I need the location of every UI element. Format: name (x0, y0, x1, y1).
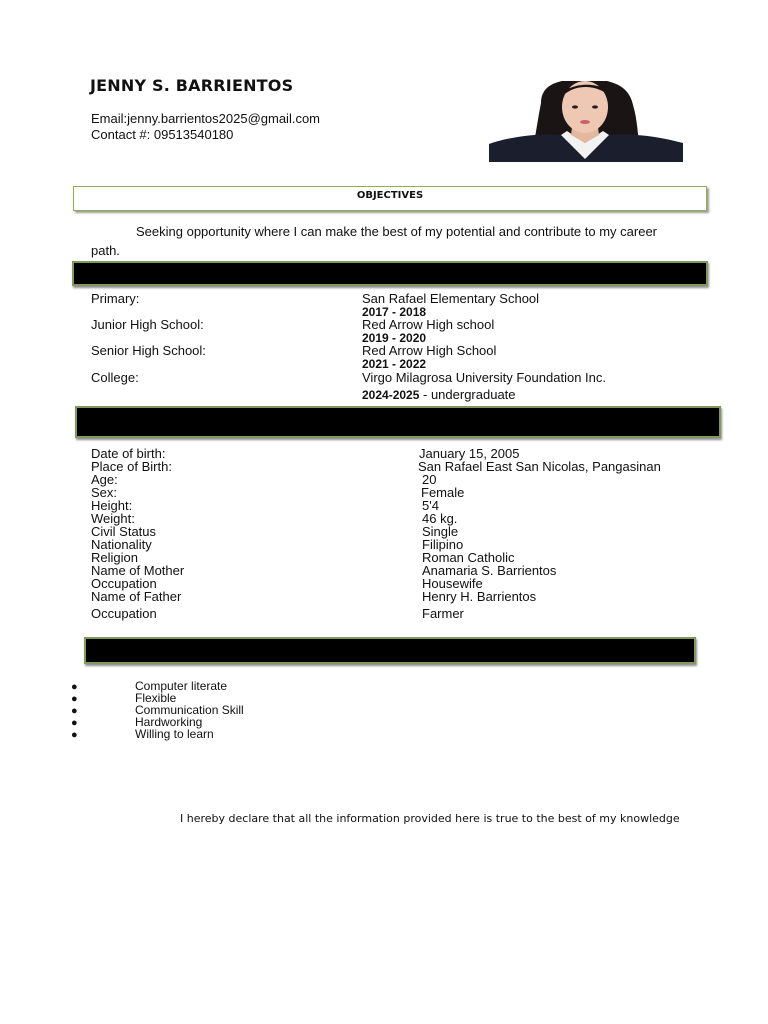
skill-item: Computer literate (135, 679, 228, 693)
contact-number: Contact #: 09513540180 (91, 127, 234, 142)
personal-value: Female (421, 485, 465, 500)
personal-label: Occupation (91, 576, 157, 591)
education-years: 2019 - 2020 (362, 331, 427, 345)
education-years: 2017 - 2018 (362, 305, 427, 319)
personal-label: Weight: (91, 511, 135, 526)
personal-value: Farmer (422, 606, 464, 621)
skill-item: Flexible (135, 691, 177, 705)
declaration-text: I hereby declare that all the information provided here is true to the best of my knowledge (180, 812, 680, 825)
personal-value: San Rafael East San Nicolas, Pangasinan (418, 459, 661, 474)
education-school: Virgo Milagrosa University Foundation Inc. (362, 370, 606, 385)
education-label: Senior High School: (91, 343, 206, 358)
personal-label: Name of Mother (91, 563, 185, 578)
skill-item: Hardworking (135, 715, 203, 729)
education-section-bar (72, 261, 708, 286)
education-label: College: (91, 370, 139, 385)
personal-label: Place of Birth: (91, 459, 172, 474)
personal-value: Single (422, 524, 459, 539)
personal-value: 5'4 (422, 498, 439, 513)
personal-label: Name of Father (91, 589, 182, 604)
objectives-title: OBJECTIVES (356, 190, 424, 201)
personal-label: Date of birth: (91, 446, 166, 461)
personal-value: Filipino (422, 537, 464, 552)
profile-photo (489, 81, 683, 162)
skills-section-bar (84, 637, 696, 664)
email-text: Email:jenny.barrientos2025@gmail.com (91, 111, 321, 126)
portrait-image (489, 81, 683, 162)
education-label: Junior High School: (91, 317, 204, 332)
education-school: San Rafael Elementary School (362, 291, 540, 306)
skill-item: Willing to learn (135, 727, 214, 741)
personal-value: January 15, 2005 (419, 446, 520, 461)
education-years: 2024-2025 (362, 388, 420, 402)
personal-label: Occupation (91, 606, 157, 621)
personal-label: Nationality (91, 537, 152, 552)
education-years: 2021 - 2022 (362, 357, 427, 371)
skill-item: Communication Skill (135, 703, 244, 717)
education-years-line (362, 387, 516, 402)
education-school: Red Arrow High School (362, 343, 497, 358)
personal-value: 46 kg. (422, 511, 458, 526)
personal-label: Religion (91, 550, 138, 565)
personal-value: 20 (422, 472, 437, 487)
bullet-icon: ● (71, 693, 78, 705)
personal-label: Sex: (91, 485, 118, 500)
bullet-icon: ● (71, 681, 78, 693)
personal-info-section-bar (75, 406, 721, 438)
personal-value: Housewife (422, 576, 483, 591)
personal-value: Anamaria S. Barrientos (422, 563, 557, 578)
personal-label: Height: (91, 498, 133, 513)
personal-label: Civil Status (91, 524, 157, 539)
education-school: Red Arrow High school (362, 317, 495, 332)
education-status: - undergraduate (419, 387, 516, 402)
bullet-icon: ● (71, 705, 78, 717)
objectives-text: Seeking opportunity where I can make the best of my potential and contribute to my career path. (91, 224, 658, 258)
bullet-icon: ● (71, 717, 78, 729)
personal-label: Age: (91, 472, 118, 487)
personal-value: Henry H. Barrientos (422, 589, 537, 604)
bullet-icon: ● (71, 729, 78, 741)
personal-value: Roman Catholic (422, 550, 515, 565)
education-label: Primary: (91, 291, 140, 306)
applicant-name: JENNY S. BARRIENTOS (90, 76, 294, 95)
